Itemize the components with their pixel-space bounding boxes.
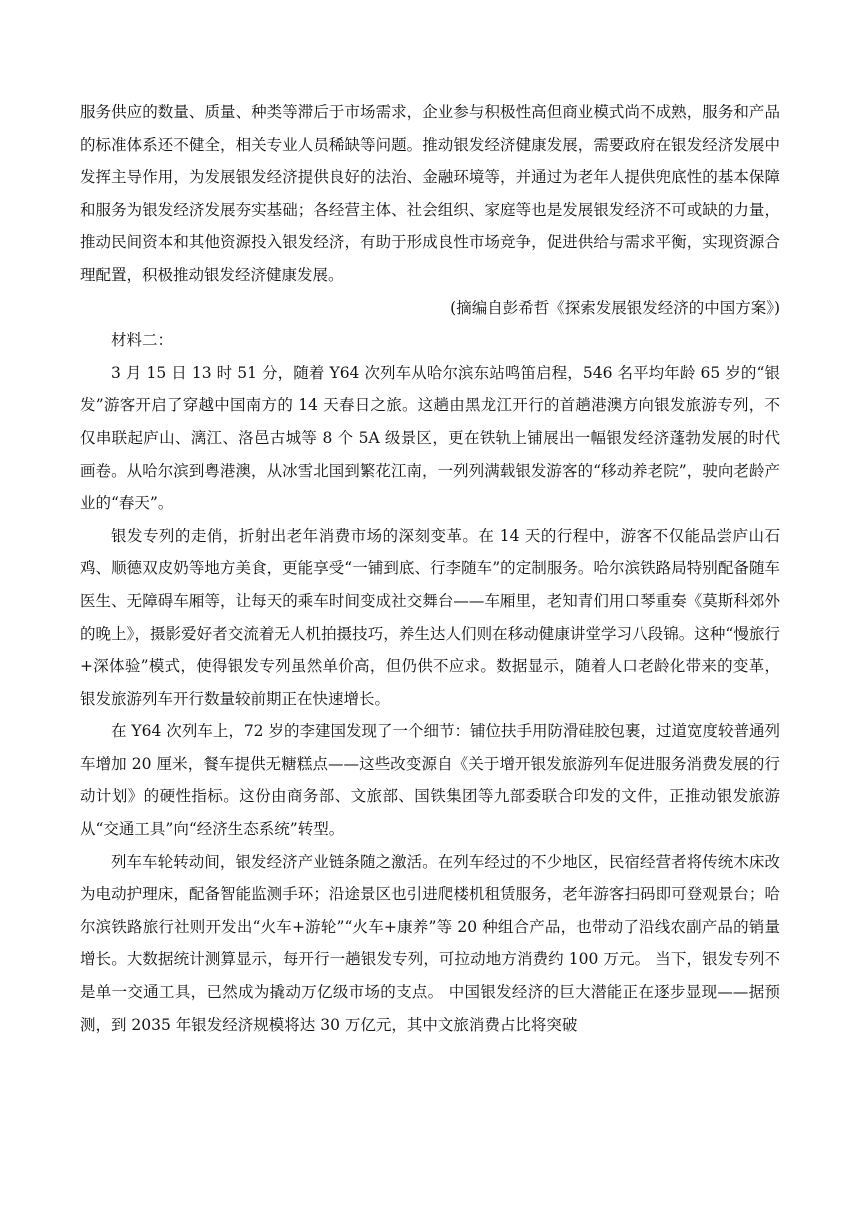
section-heading: 材料二： [111, 331, 174, 350]
body-paragraph-2: 银发专列的走俏，折射出老年消费市场的深刻变革。在 14 天的行程中，游客不仅能品尝庐山石鸡、顺德双皮奶等地方美食，更能享受“一铺到底、行李随车”的定制服务。哈尔滨铁路局特别配备随车医生、无障碍车厢等，让每天的乘车时间变成社交舞台——车厢里，老知青们用口琴重奏《莫斯科郊外的晚上》，摄影爱好者交流着无人机拍摄技巧，养生达人们则在移动健康讲堂学习八段锦。这种“慢旅行+深体验”模式，使得银发专列虽然单价高，但仍供不应求。数据显示，随着人口老龄化带来的变革，银发旅游列车开行数量较前期正在快速增长。 [80, 526, 780, 708]
paragraph-continuation: 服务供应的数量、质量、种类等滞后于市场需求，企业参与积极性高但商业模式尚不成熟，服务和产品的标准体系还不健全，相关专业人员稀缺等问题。推动银发经济健康发展，需要政府在银发经济发展中发挥主导作用，为发展银发经济提供良好的法治、金融环境等，并通过为老年人提供兜底性的基本保障和服务为银发经济发展夯实基础；各经营主体、社会组织、家庭等也是发展银发经济不可或缺的力量，推动民间资本和其他资源投入银发经济，有助于形成良性市场竞争，促进供给与需求平衡，实现资源合理配置，积极推动银发经济健康发展。 [80, 103, 780, 284]
body-paragraph-3: 在 Y64 次列车上，72 岁的李建国发现了一个细节：铺位扶手用防滑硅胶包裹，过道宽度较普通列车增加 20 厘米，餐车提供无糖糕点——这些改变源自《关于增开银发旅游列车促进服务消费发展的行动计划》的硬性指标。这份由商务部、文旅部、国铁集团等九部委联合印发的文件，正推动银发旅游从“交通工具”向“经济生态系统”转型。 [80, 722, 780, 839]
source-citation: (摘编自彭希哲《探索发展银发经济的中国方案》) [450, 298, 780, 317]
body-paragraph-1: 3 月 15 日 13 时 51 分，随着 Y64 次列车从哈尔滨东站鸣笛启程，546 名平均年龄 65 岁的“银发”游客开启了穿越中国南方的 14 天春日之旅。这趟由黑龙江开行的首趟港澳方向银发旅游专列，不仅串联起庐山、漓江、洛邑古城等 8 个 5A 级景区，更在铁轨上铺展出一幅银发经济蓬勃发展的时代画卷。从哈尔滨到粤港澳，从冰雪北国到繁花江南，一列列满载银发游客的“移动养老院”，驶向老龄产业的“春天”。 [80, 363, 780, 513]
document-page [80, 96, 780, 1041]
body-paragraph-4: 列车车轮转动间，银发经济产业链条随之激活。在列车经过的不少地区，民宿经营者将传统木床改为电动护理床，配备智能监测手环；沿途景区也引进爬楼机租赁服务，老年游客扫码即可登观景台；哈尔滨铁路旅行社则开发出“火车+游轮”“火车+康养”等 20 种组合产品，也带动了沿线农副产品的销量增长。大数据统计测算显示，每开行一趟银发专列，可拉动地方消费约 100 万元。 当下，银发专列不是单一交通工具，已然成为撬动万亿级市场的支点。 中国银发经济的巨大潜能正在逐步显现——据预测，到 2035 年银发经济规模将达 30 万亿元，其中文旅消费占比将突破 [80, 852, 780, 1034]
